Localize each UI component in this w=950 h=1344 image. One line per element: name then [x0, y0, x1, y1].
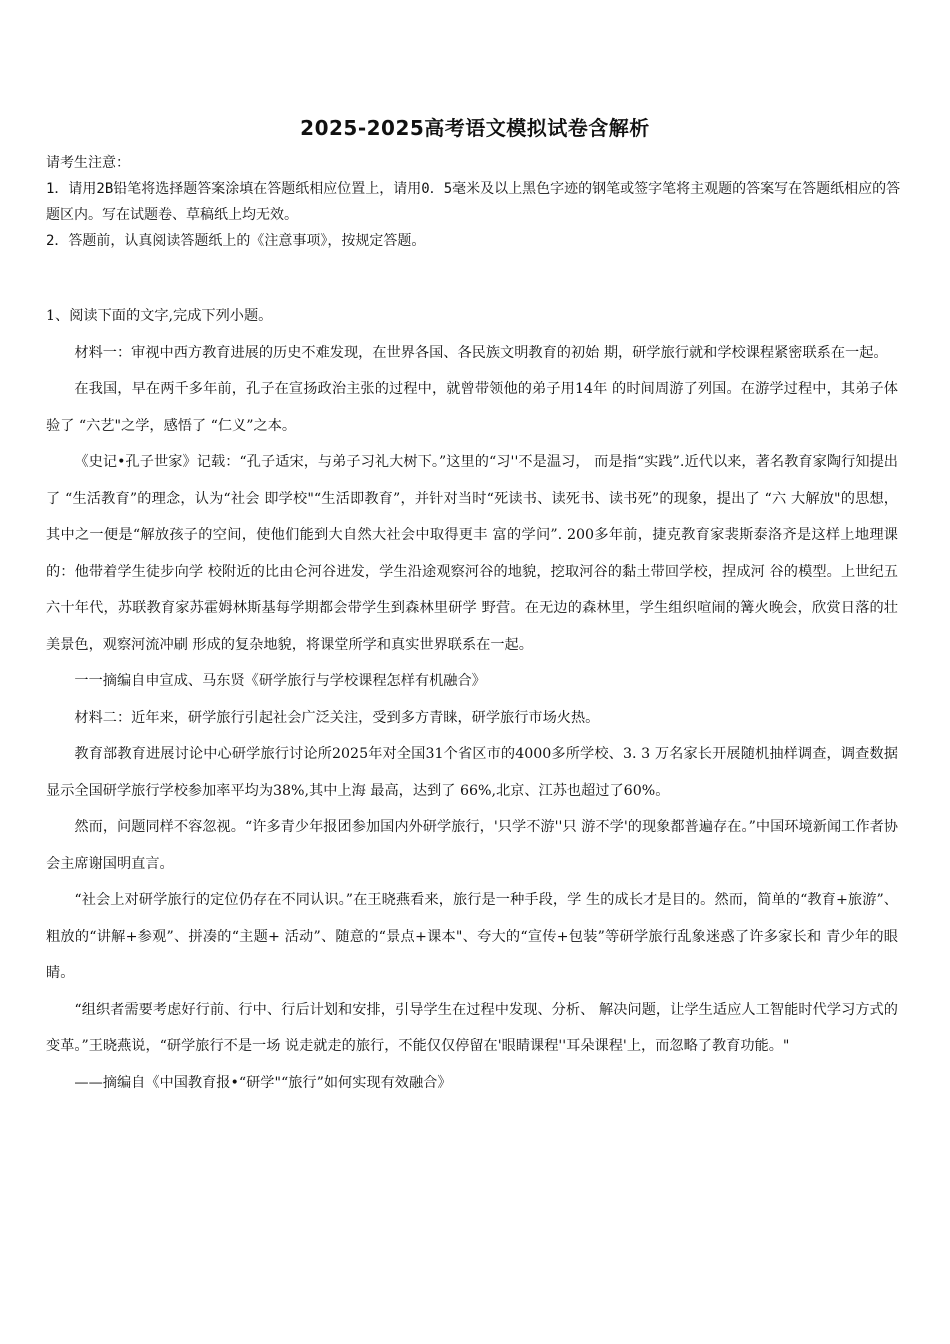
paragraph: “组织者需要考虑好行前、行中、行后计划和安排，引导学生在过程中发现、分析、 解决问题，让学生适应人工智能时代学习方式的变革。”王晓燕说，“研学旅行不是一场 说走就走的旅行，不能仅仅停留在'眼睛课程''耳朵课程'上，而忽略了教育功能。" — [46, 1001, 898, 1054]
page-title: 2025-2025高考语文模拟试卷含解析 — [300, 116, 650, 140]
paragraph: 教育部教育进展讨论中心研学旅行讨论所2025年对全国31个省区市的4000多所学校、3. 3 万名家长开展随机抽样调查，调查数据显示全国研学旅行学校参加率平均为38%,其中上海 最高，达到了 66%,北京、江苏也超过了60%。 — [46, 746, 898, 799]
paragraph: 《史记•孔子世家》记载：“孔子适宋，与弟子习礼大树下。”这里的“习''不是温习， 而是指“实践”.近代以来，著名教育家陶行知提出了 “生活教育”的理念，认为“社会 即学校"“生活即教育”，并针对当时“死读书、读死书、读书死”的现象，提出了 “六 大解放"的思想，其中之一便是“解放孩子的空间，使他们能到大自然大社会中取得更丰 富的学问”. 200多年前，捷克教育家裴斯泰洛齐是这样上地理课的：他带着学生徒步向学 校附近的比由仑河谷进发，学生沿途观察河谷的地貌，挖取河谷的黏土带回学校，捏成河 谷的模型。上世纪五六十年代，苏联教育家苏霍姆林斯基每学期都会带学生到森林里研学 野营。在无边的森林里，学生组织喧闹的篝火晚会，欣赏日落的壮美景色，观察河流冲刷 形成的复杂地貌，将课堂所学和真实世界联系在一起。 — [46, 454, 898, 653]
source-citation: 一一摘编自申宣成、马东贤《研学旅行与学校课程怎样有机融合》 — [74, 673, 486, 689]
paragraph: “社会上对研学旅行的定位仍存在不同认识。”在王晓燕看来，旅行是一种手段，学 生的成长才是目的。然而，简单的“教育+旅游”、粗放的“讲解+参观”、拼凑的“主题+ 活动”、随意的“景点+课本"、夸大的“宣传+包装”等研学旅行乱象迷惑了许多家长和 青少年的眼睛。 — [46, 892, 898, 981]
paragraph: 材料一：审视中西方教育进展的历史不难发现，在世界各国、各民族文明教育的初始 期，研学旅行就和学校课程紧密联系在一起。 — [74, 344, 888, 361]
question-heading: 1、阅读下面的文字,完成下列小题。 — [46, 308, 273, 324]
question-1 — [46, 298, 898, 1101]
paragraph: 在我国，早在两千多年前，孔子在宣扬政治主张的过程中，就曾带领他的弟子用14年 的时间周游了列国。在游学过程中，其弟子体验了 “六艺"之学，感悟了 “仁义”之本。 — [46, 381, 898, 434]
notice-item: 2．答题前，认真阅读答题纸上的《注意事项》，按规定答题。 — [46, 233, 426, 249]
source-citation: ——摘编自《中国教育报•“研学"“旅行”如何实现有效融合》 — [74, 1074, 452, 1091]
notice-heading: 请考生注意： — [46, 155, 130, 171]
paragraph: 材料二：近年来，研学旅行引起社会广泛关注，受到多方青睐，研学旅行市场火热。 — [74, 709, 600, 726]
notice-section — [46, 150, 906, 254]
notice-item: 1．请用2B铅笔将选择题答案涂填在答题纸相应位置上，请用0．5毫米及以上黑色字迹的钢笔或签字笔将主观题的答案写在答题纸相应的答题区内。写在试题卷、草稿纸上均无效。 — [46, 181, 901, 223]
paragraph: 然而，问题同样不容忽视。“许多青少年报团参加国内外研学旅行，'只学不游''只 游不学'的现象都普遍存在。”中国环境新闻工作者协会主席谢国明直言。 — [46, 819, 898, 872]
